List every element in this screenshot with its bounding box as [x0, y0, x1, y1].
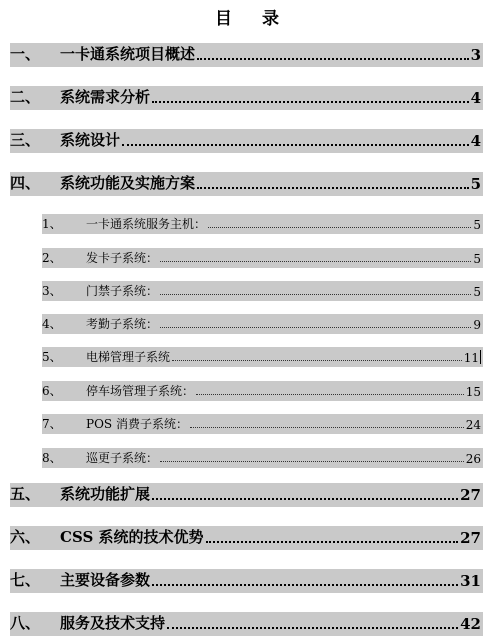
dot-leader [206, 540, 459, 543]
toc-subentry-number: 2、 [42, 251, 62, 265]
toc-subentry-label: 一卡通系统服务主机： [86, 217, 207, 231]
dot-leader [152, 497, 458, 500]
toc-subentry[interactable] [42, 248, 483, 268]
toc-entry-number: 六、 [10, 528, 41, 546]
title-char-1: 目 [215, 9, 232, 29]
toc-entry[interactable] [10, 612, 483, 636]
toc-entry[interactable] [10, 569, 483, 593]
toc-subentry[interactable] [42, 381, 483, 401]
toc-subentry-page: 5 [473, 252, 481, 266]
toc-entry-number: 四、 [10, 174, 41, 192]
toc-subentry-page: 15 [465, 385, 481, 399]
toc-subentry-label: 考勤子系统： [86, 317, 159, 331]
toc-entry-page: 4 [470, 89, 481, 107]
toc-entry-label: 一卡通系统项目概述 [60, 45, 196, 63]
dot-leader [152, 583, 458, 586]
toc-subentry[interactable] [42, 214, 483, 234]
toc-subentry-page: 24 [465, 418, 481, 432]
toc-entry-number: 二、 [10, 88, 41, 106]
toc-entry-number: 一、 [10, 45, 41, 63]
dot-leader [160, 326, 471, 328]
toc-subentry-page: 5 [473, 285, 481, 299]
toc-entry-label: 系统需求分析 [60, 88, 151, 106]
dot-leader [190, 426, 464, 428]
dot-leader [196, 393, 464, 395]
toc-entry[interactable] [10, 483, 483, 507]
toc-entry-page: 31 [460, 572, 481, 590]
toc-subentry-number: 7、 [42, 417, 62, 431]
toc-subentry-number: 5、 [42, 350, 62, 364]
toc-subentry-label: 巡更子系统： [86, 451, 159, 465]
dot-leader [160, 460, 464, 462]
toc-entry-label: CSS 系统的技术优势 [60, 528, 204, 546]
toc-entry-page: 4 [470, 132, 481, 150]
toc-subentry[interactable] [42, 314, 483, 334]
toc-entry[interactable] [10, 43, 483, 67]
dot-leader [197, 57, 469, 60]
toc-entry[interactable] [10, 526, 483, 550]
toc-subentry-page: 5 [473, 218, 481, 232]
toc-entry-number: 三、 [10, 131, 41, 149]
toc-entry-label: 系统设计 [60, 131, 121, 149]
text-cursor [480, 350, 481, 364]
toc-subentry-label: 发卡子系统： [86, 251, 159, 265]
toc-subentry-label: 门禁子系统： [86, 284, 159, 298]
page-title [0, 4, 494, 29]
dot-leader [152, 100, 469, 103]
dot-leader [160, 293, 471, 295]
toc-subentry-label: POS 消费子系统： [86, 417, 188, 431]
title-char-2: 录 [262, 9, 279, 29]
toc-entry-number: 七、 [10, 571, 41, 589]
toc-subentry-page: 11 [463, 351, 479, 365]
dot-leader [208, 226, 471, 228]
toc-entry-label: 系统功能及实施方案 [60, 174, 196, 192]
toc-subentry-label: 停车场管理子系统： [86, 384, 195, 398]
toc-subentry[interactable] [42, 281, 483, 301]
toc-subentry-number: 6、 [42, 384, 62, 398]
toc-entry-page: 27 [460, 529, 481, 547]
toc-subentry[interactable] [42, 414, 483, 434]
toc-entry-page: 27 [460, 486, 481, 504]
toc-entry-page: 3 [470, 46, 481, 64]
toc-subentry-page: 9 [473, 318, 481, 332]
toc-subentry[interactable] [42, 448, 483, 468]
dot-leader [160, 260, 471, 262]
dot-leader [122, 143, 469, 146]
toc-entry-number: 五、 [10, 485, 41, 503]
toc-entry-page: 5 [470, 175, 481, 193]
toc-entry[interactable] [10, 172, 483, 196]
dot-leader [197, 186, 469, 189]
toc-entry[interactable] [10, 86, 483, 110]
dot-leader [167, 626, 458, 629]
toc-entry-label: 服务及技术支持 [60, 614, 166, 632]
toc-subentry[interactable] [42, 347, 483, 367]
toc-entry[interactable] [10, 129, 483, 153]
toc-subentry-number: 1、 [42, 217, 62, 231]
toc-subentry-page: 26 [465, 452, 481, 466]
toc-entry-label: 主要设备参数 [60, 571, 151, 589]
toc-subentry-number: 3、 [42, 284, 62, 298]
toc-subentry-label: 电梯管理子系统 [86, 350, 171, 364]
toc-subentry-number: 4、 [42, 317, 62, 331]
toc-entry-page: 42 [460, 615, 481, 633]
toc-entry-number: 八、 [10, 614, 41, 632]
dot-leader [172, 359, 462, 361]
toc-subentry-number: 8、 [42, 451, 62, 465]
toc-entry-label: 系统功能扩展 [60, 485, 151, 503]
